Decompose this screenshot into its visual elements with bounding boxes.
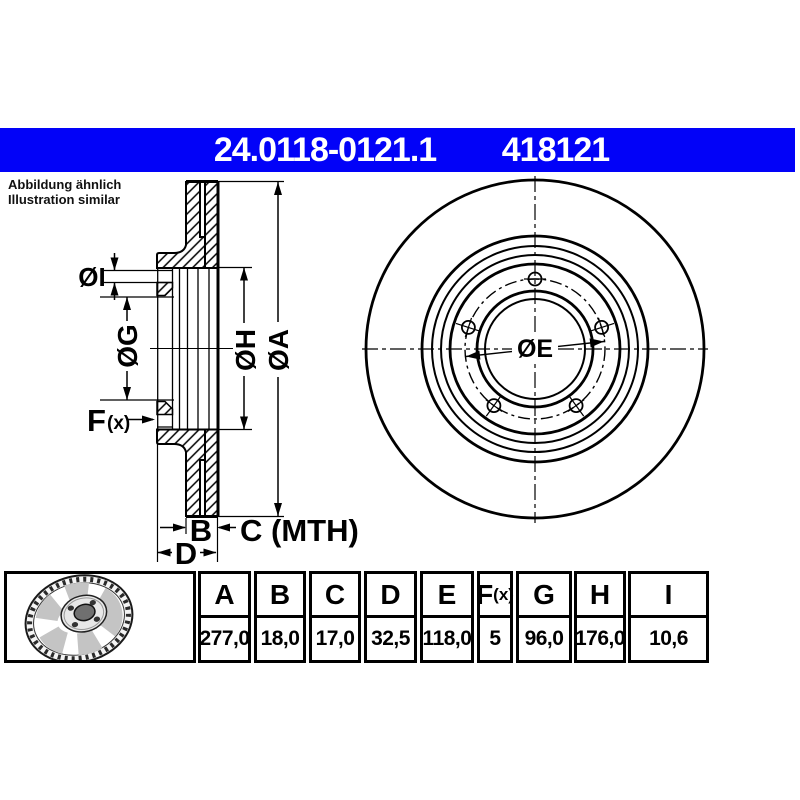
label-dia-a: ØA [263,329,294,371]
product-thumbnail-box [4,571,196,663]
spec-column-b [254,571,306,663]
spec-value-f: 5 [489,627,501,650]
spec-column-a [198,571,251,663]
catalog-number: 24.0118-0121.1 [213,131,437,169]
label-dia-e: ØE [516,335,554,363]
spec-header-c: C [312,574,358,618]
spec-value-i: 10,6 [649,627,688,650]
brake-disc-thumbnail [7,574,193,660]
spec-column-f [477,571,513,663]
spec-header-b: B [257,574,303,618]
spec-header-e: E [423,574,471,618]
article-number: 418121 [501,131,610,169]
spec-column-d [364,571,417,663]
label-d: D [174,536,198,571]
label-c-mth: C (MTH) [240,513,359,548]
label-dia-g: ØG [112,324,143,368]
label-dia-i: ØI [78,262,106,292]
spec-value-h: 176,0 [574,627,626,650]
label-dia-h: ØH [230,329,261,371]
spec-value-e: 118,0 [422,627,472,650]
spec-header-i: I [631,574,706,618]
spec-header-d: D [367,574,414,618]
spec-header-a: A [201,574,248,618]
spec-column-c [309,571,361,663]
note-line-de: Abbildung ähnlich [8,177,122,192]
spec-value-b: 18,0 [260,627,300,650]
spec-column-e [420,571,474,663]
spec-header-g: G [519,574,569,618]
spec-column-h [574,571,626,663]
spec-header-f: F (x) [480,574,510,618]
spec-column-i [628,571,709,663]
spec-column-g [516,571,572,663]
label-f: F [87,403,106,438]
spec-value-g: 96,0 [524,627,564,650]
spec-value-d: 32,5 [371,627,410,650]
label-b: B [189,513,213,548]
note-line-en: Illustration similar [8,192,120,207]
label-f-suffix: (x) [107,413,131,434]
spec-value-a: 277,0 [199,627,250,650]
spec-value-c: 17,0 [315,627,355,650]
spec-header-h: H [577,574,623,618]
